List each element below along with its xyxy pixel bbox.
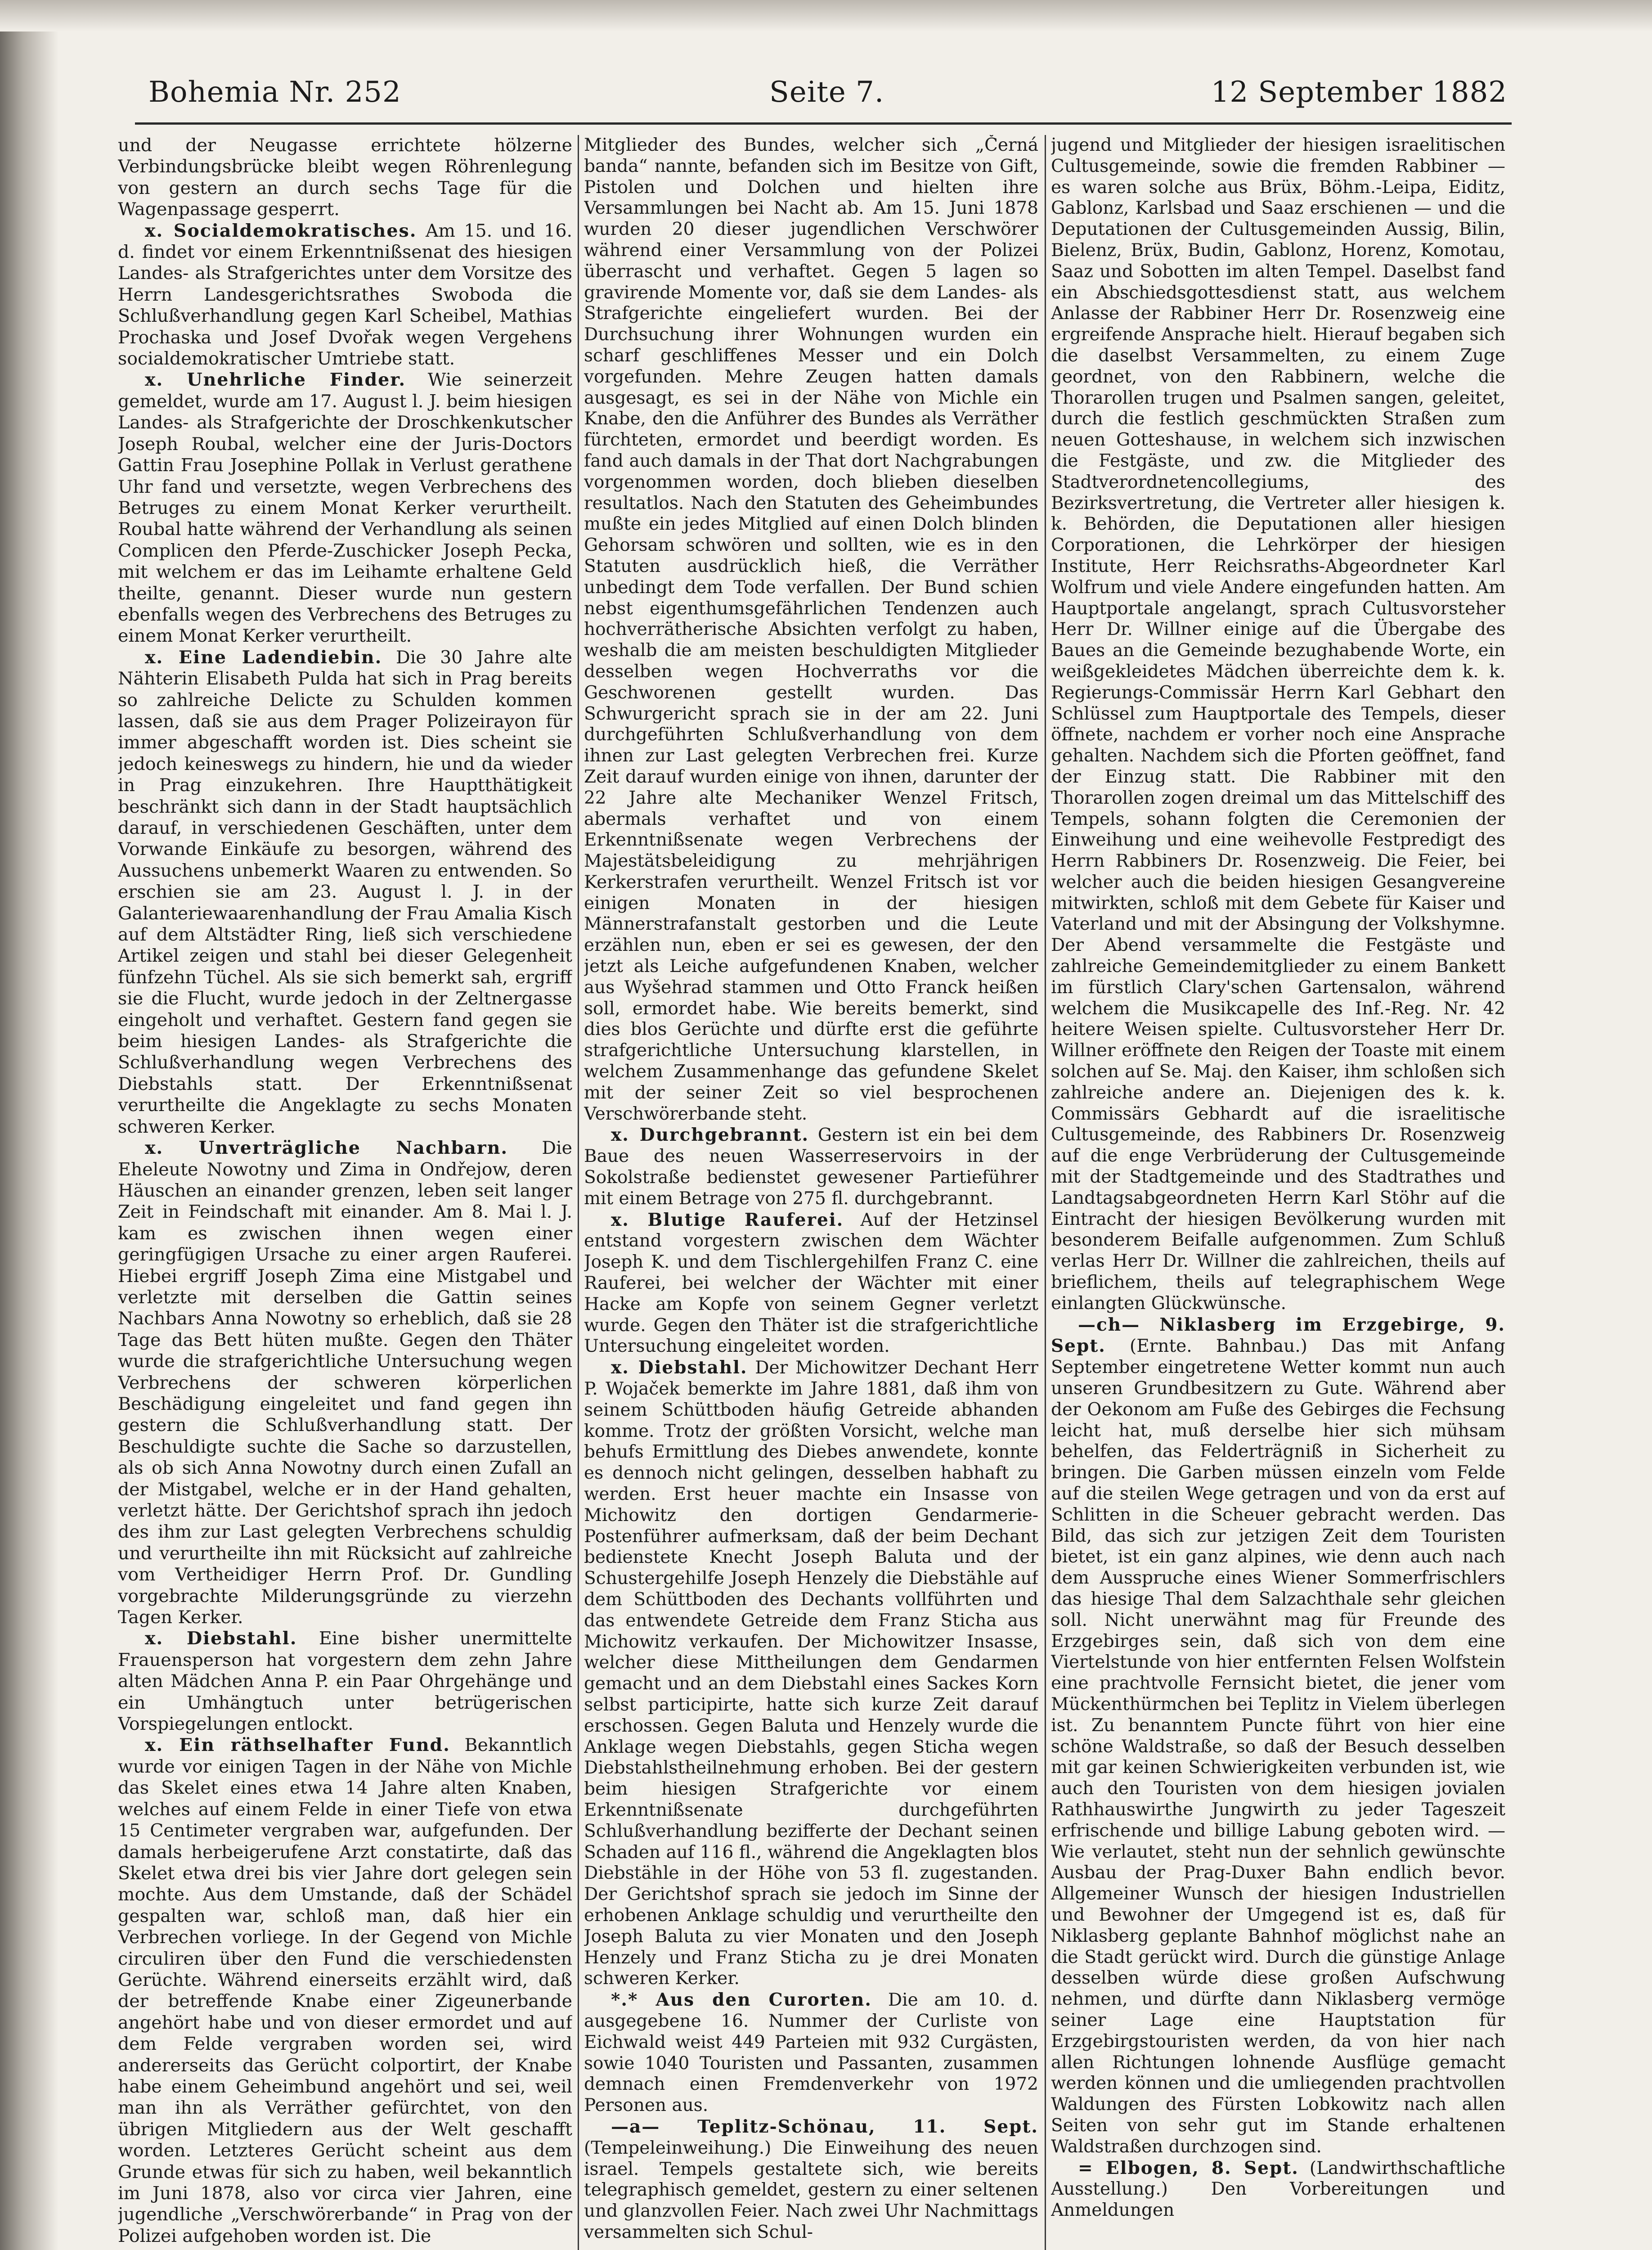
article-paragraph — [584, 1989, 1038, 2116]
article-text: Am 15. und 16. d. findet vor einem Erkenntnißsenat des hiesigen Landes- als Strafgerichtes unter dem Vorsitze des Herrn Landesgerichtsrathes Swoboda die Schlußverhandlung gegen Karl Scheibel, Mathias Prochaska und Josef Dvořak wegen Vergehens socialdemokratischer Umtriebe statt. — [118, 220, 572, 369]
article-text: jugend und Mitglieder der hiesigen israelitischen Cultusgemeinde, sowie die fremden Rabbiner — es waren solche aus Brüx, Böhm.-Leipa, Eiditz, Gablonz, Karlsbad und Saaz erschienen — und die Deputationen der Cultusgemeinden Aussig, Bilin, Bielenz, Brüx, Budin, Gablonz, Horenz, Komotau, Saaz und Sobotten im alten Tempel. Daselbst fand ein Abschiedsgottesdienst statt, aus welchem Anlasse der Rabbiner Herr Dr. Rosenzweig eine ergreifende Ansprache hielt. Hierauf begaben sich die daselbst Versammelten, zu einem Zuge geordnet, von den Rabbinern, welche die Thorarollen trugen und Psalmen sangen, geleitet, durch die festlich geschmückten Straßen zum neuen Gotteshause, in welchem sich inzwischen die Festgäste, und zw. die Mitglieder des Stadtverordnetencollegiums, des Bezirksvertretung, die Vertreter aller hiesigen k. k. Behörden, die Deputationen aller hiesigen Corporationen, die Lehrkörper der hiesigen Institute, Herr Reichsraths-Abgeordneter Karl Wolfrum und viele Andere eingefunden hatten. Am Hauptportale angelangt, sprach Cultusvorsteher Herr Dr. Willner einige auf die Übergabe des Baues an die Gemeinde bezughabende Worte, ein weißgekleidetes Mädchen überreichte dem k. k. Regierungs-Commissär Herrn Karl Gebhart den Schlüssel zum Hauptportale des Tempels, dieser öffnete, nachdem er vorher noch eine Ansprache gehalten. Nachdem sich die Pforten geöffnet, fand der Einzug statt. Die Rabbiner mit den Thorarollen zogen dreimal um das Mittelschiff des Tempels, sohann folgten die Ceremonien der Einweihung und eine weihevolle Festpredigt des Herrn Rabbiners Dr. Rosenzweig. Die Feier, bei welcher auch die beiden hiesigen Gesangvereine mitwirkten, schloß mit dem Gebete für Kaiser und Vaterland und mit der Absingung der Volkshymne. Der Abend versammelte die Festgäste und zahlreiche Gemeindemitglieder zu einem Bankett im fürstlich Clary'schen Gartensalon, während welchem die Musikcapelle des Inf.-Reg. Nr. 42 heitere Weisen spielte. Cultusvorsteher Herr Dr. Willner eröffnete den Reigen der Toaste mit einem solchen auf Se. Maj. den Kaiser, ihm schloßen sich zahlreiche andere an. Diejenigen des k. k. Commissärs Gebhardt auf die israelitische Cultusgemeinde, des Rabbiners Dr. Rosenzweig auf die enge Verbrüderung der Cultusgemeinde mit der Stadtgemeinde und des Stadtrathes und Landtagsabgeordneten Herrn Karl Stöhr auf die Eintracht der hiesigen Bevölkerung wurden mit besonderem Beifalle aufgenommen. Zum Schluß verlas Herr Dr. Willner die zahlreichen, theils auf brieflichem, theils auf telegraphischem Wege einlangten Glückwünsche. — [1051, 135, 1505, 1314]
article-text: und der Neugasse errichtete hölzerne Verbindungsbrücke bleibt wegen Röhrenlegung von gestern an durch sechs Tage für die Wagenpassage gesperrt. — [118, 135, 572, 220]
article-paragraph — [584, 135, 1038, 1125]
article-paragraph — [1051, 2158, 1505, 2221]
column-1 — [118, 135, 572, 2250]
article-heading: —a— Teplitz-Schönau, 11. Sept. — [611, 2116, 1038, 2137]
article-heading: x. Socialdemokratisches. — [145, 220, 417, 241]
scan-top-shadow — [0, 0, 1652, 32]
column-3 — [1051, 135, 1505, 2250]
article-heading: x. Ein räthselhafter Fund. — [145, 1735, 450, 1756]
article-text: Gestern ist ein bei dem Baue des neuen Wasserreservoirs in der Sokolstraße bedienstet gewesener Partieführer mit einem Betrage von 275 fl. durchgebrannt. — [584, 1125, 1038, 1209]
article-text: (Tempeleinweihung.) Die Einweihung des neuen israel. Tempels gestaltete sich, wie bereits telegraphisch gemeldet, gestern zu einer seltenen und glanzvollen Feier. Nach zwei Uhr Nachmittags versammelten sich Schul- — [584, 2138, 1038, 2242]
article-text: (Landwirthschaftliche Ausstellung.) Den Vorbereitungen und Anmeldungen — [1051, 2158, 1505, 2221]
article-paragraph — [118, 647, 572, 1138]
article-text: Auf der Hetzinsel entstand vorgestern zwischen dem Wächter Joseph K. und dem Tischlergehilfen Franz C. eine Rauferei, bei welcher der Wächter mit einer Hacke am Kopfe von seinem Gegner verletzt wurde. Gegen den Thäter ist die strafgerichtliche Untersuchung eingeleitet worden. — [584, 1210, 1038, 1357]
publication-issue: Bohemia Nr. 252 — [148, 76, 401, 109]
scan-edge-shadow — [0, 0, 58, 2250]
article-paragraph — [584, 1357, 1038, 1989]
article-text: (Ernte. Bahnbau.) Das mit Anfang September eingetretene Wetter kommt nun auch unseren Grundbesitzern zu Gute. Während aber der Oekonom am Fuße des Gebirges die Fechsung leicht hat, muß derselbe hier sich mühsam behelfen, das Felderträgniß in Sicherheit zu bringen. Die Garben müssen einzeln vom Felde auf die steilen Wege getragen und von da erst auf Schlitten in die Scheuer gebracht werden. Das Bild, das sich zur jetzigen Zeit dem Touristen bietet, ist ein ganz alpines, wie denn auch nach dem Ausspruche eines Wiener Sommerfrischlers das hiesige Thal dem Salzachthale sehr gleichen soll. Nicht unerwähnt mag für Freunde des Erzgebirges sein, daß sich von dem eine Viertelstunde von hier entfernten Felsen Wolfstein eine prachtvolle Fernsicht bietet, die jener vom Mückenthürmchen bei Teplitz in Vielem überlegen ist. Zu benanntem Puncte führt von hier eine schöne Waldstraße, so daß der Besuch desselben mit gar keinen Schwierigkeiten verbunden ist, wie auch den Touristen von dem hiesigen jovialen Rathhauswirthe Jungwirth zu jeder Tageszeit erfrischende und billige Labung geboten wird. — Wie verlautet, steht nun der sehnlich gewünschte Ausbau der Prag-Duxer Bahn endlich bevor. Allgemeiner Wunsch der hiesigen Industriellen und Bewohner der Umgegend ist es, daß für Niklasberg geplante Bahnhof möglichst nahe an die Stadt gerückt wird. Durch die günstige Anlage desselben würde diese großen Aufschwung nehmen, und dürfte dann Niklasberg vermöge seiner Lage eine Hauptstation für Erzgebirgstouristen werden, da von hier nach allen Richtungen lohnende Ausflüge gemacht werden können und die umliegenden prachtvollen Waldungen des Fürsten Lobkowitz nach allen Seiten von sehr gut im Stande erhaltenen Waldstraßen durchzogen sind. — [1051, 1336, 1505, 2157]
article-text: Wie seinerzeit gemeldet, wurde am 17. August l. J. beim hiesigen Landes- als Strafgerichte der Droschkenkutscher Joseph Roubal, welcher eine der Juris-Doctors Gattin Frau Josephine Pollak in Verlust gerathene Uhr fand und versetzte, wegen Verbrechens des Betruges zu einem Monat Kerker verurtheilt. Roubal hatte während der Verhandlung als seinen Complicen den Pferde-Zuschicker Joseph Pecka, mit welchem er das im Leihamte erhaltene Geld theilte, genannt. Dieser wurde nun gestern ebenfalls wegen des Verbrechens des Betruges zu einem Monat Kerker verurtheilt. — [118, 369, 572, 647]
article-heading: x. Diebstahl. — [611, 1357, 748, 1378]
article-heading: x. Eine Ladendiebin. — [145, 647, 382, 668]
article-heading: *.* Aus den Curorten. — [611, 1989, 872, 2011]
article-heading: x. Blutige Rauferei. — [611, 1209, 844, 1230]
article-paragraph — [584, 2116, 1038, 2243]
article-heading: x. Diebstahl. — [145, 1628, 297, 1649]
article-text: Die 30 Jahre alte Nähterin Elisabeth Pulda hat sich in Prag bereits so zahlreiche Delicte zu Schulden kommen lassen, daß sie aus dem Prager Polizeirayon für immer abgeschafft worden ist. Dies scheint sie jedoch keineswegs zu hindern, hie und da wieder in Prag einzukehren. Ihre Hauptthätigkeit beschränkt sich dann in der Stadt hauptsächlich darauf, in verschiedenen Geschäften, unter dem Vorwande Einkäufe zu besorgen, während des Aussuchens unbemerkt Waaren zu entwenden. So erschien sie am 23. August l. J. in der Galanteriewaarenhandlung der Frau Amalia Kisch auf dem Altstädter Ring, ließ sich verschiedene Artikel zeigen und stahl bei dieser Gelegenheit fünfzehn Tüchel. Als sie sich bemerkt sah, ergriff sie die Flucht, wurde jedoch in der Zeltnergasse eingeholt und verhaftet. Gestern fand gegen sie beim hiesigen Landes- als Strafgerichte die Schlußverhandlung wegen Verbrechens des Diebstahls statt. Der Erkenntnißsenat verurtheilte die Angeklagte zu sechs Monaten schweren Kerker. — [118, 647, 572, 1137]
article-paragraph — [584, 1210, 1038, 1358]
article-paragraph — [118, 135, 572, 220]
article-paragraph — [118, 1628, 572, 1735]
column-2 — [584, 135, 1038, 2250]
article-paragraph — [118, 1735, 572, 2247]
article-paragraph — [584, 1125, 1038, 1209]
article-text: Die Eheleute Nowotny und Zima in Ondřejow, deren Häuschen an einander grenzen, leben seit langer Zeit in Feindschaft mit einander. Am 8. Mai l. J. kam es zwischen ihnen wegen einer geringfügigen Ursache zu einer argen Rauferei. Hiebei ergriff Joseph Zima eine Mistgabel und verletzte mit derselben die Gattin seines Nachbars Anna Nowotny so erheblich, daß sie 28 Tage das Bett hüten mußte. Gegen den Thäter wurde die strafgerichtliche Untersuchung wegen Verbrechens der schweren körperlichen Beschädigung eingeleitet und fand gegen ihn gestern die Schlußverhandlung statt. Der Beschuldigte suchte die Sache so darzustellen, als ob sich Anna Nowotny durch einen Zufall an der Mistgabel, welche er in der Hand gehalten, verletzt hätte. Der Gerichtshof sprach ihn jedoch des ihm zur Last gelegten Verbrechens schuldig und verurtheilte ihn mit Rücksicht auf zahlreiche vom Vertheidiger Herrn Prof. Dr. Gundling vorgebrachte Milderungsgründe zu vierzehn Tagen Kerker. — [118, 1138, 572, 1628]
article-heading: —ch— Niklasberg im Erzgebirge, 9. Sept. — [1051, 1314, 1505, 1357]
header-rule — [135, 122, 1512, 125]
article-paragraph — [1051, 1314, 1505, 2158]
issue-date: 12 September 1882 — [1211, 76, 1507, 109]
article-text: Eine bisher unermittelte Frauensperson hat vorgestern dem zehn Jahre alten Mädchen Anna P. ein Paar Ohrgehänge und ein Umhängtuch unter betrügerischen Vorspiegelungen entlockt. — [118, 1628, 572, 1735]
article-heading: x. Unverträgliche Nachbarn. — [145, 1138, 508, 1159]
article-heading: x. Durchgebrannt. — [611, 1125, 809, 1146]
article-text: Bekanntlich wurde vor einigen Tagen in der Nähe von Michle das Skelet eines etwa 14 Jahre alten Knaben, welches auf einem Felde in einer Tiefe von etwa 15 Centimeter vergraben war, aufgefunden. Der damals herbeigerufene Arzt constatirte, daß das Skelet etwa drei bis vier Jahre dort gelegen sein mochte. Aus dem Umstande, daß der Schädel gespalten war, schloß man, daß hier ein Verbrechen vorliege. In der Gegend von Michle circuliren über den Fund die verschiedensten Gerüchte. Während einerseits erzählt wird, daß der betreffende Knabe einer Zigeunerbande angehört habe und von dieser ermordet und auf dem Felde vergraben worden sei, wird andererseits das Gerücht colportirt, der Knabe habe einem Geheimbund angehört und sei, weil man ihn als Verräther gefürchtet, von den übrigen Mitgliedern aus der Welt geschafft worden. Letzteres Gerücht scheint aus dem Grunde etwas für sich zu haben, weil bekanntlich im Juni 1878, also vor circa vier Jahren, eine jugendliche „Verschwörerbande“ in Prag von der Polizei aufgehoben worden ist. Die — [118, 1735, 572, 2246]
article-heading: x. Unehrliche Finder. — [145, 369, 406, 391]
article-text: Mitglieder des Bundes, welcher sich „Černá banda“ nannte, befanden sich im Besitze von Gift, Pistolen und Dolchen und hielten ihre Versammlungen bei Nacht ab. Am 15. Juni 1878 wurden 20 dieser jugendlichen Verschwörer während einer Versammlung von der Polizei überrascht und verhaftet. Gegen 5 lagen so gravirende Momente vor, daß sie dem Landes- als Strafgerichte eingeliefert wurden. Bei der Durchsuchung ihrer Wohnungen wurden ein scharf geschliffenes Messer und ein Dolch vorgefunden. Mehre Zeugen hatten damals ausgesagt, es sei in der Nähe von Michle ein Knabe, den die Anführer des Bundes als Verräther fürchteten, ermordet und beerdigt worden. Es fand auch damals in der That dort Nachgrabungen vorgenommen worden, doch blieben dieselben resultatlos. Nach den Statuten des Geheimbundes mußte ein jedes Mitglied auf einen Dolch blinden Gehorsam schwören und sollten, wie es in den Statuten ausdrücklich hieß, die Verräther unbedingt dem Tode verfallen. Der Bund schien nebst eigenthumsgefährlichen Tendenzen auch hochverrätherische Absichten verfolgt zu haben, weshalb die am meisten beschuldigten Mitglieder desselben wegen Hochverraths vor die Geschworenen gestellt wurden. Das Schwurgericht sprach sie in der am 22. Juni durchgeführten Schlußverhandlung von dem ihnen zur Last gelegten Verbrechen frei. Kurze Zeit darauf wurden einige von ihnen, darunter der 22 Jahre alte Mechaniker Wenzel Fritsch, abermals verhaftet und von einem Erkenntnißsenate wegen Verbrechens der Majestätsbeleidigung zu mehrjährigen Kerkerstrafen verurtheilt. Wenzel Fritsch ist vor einigen Monaten in der hiesigen Männerstrafanstalt gestorben und die Leute erzählen nun, eben er sei es gewesen, der den jetzt als Leiche aufgefundenen Knaben, welcher aus Wyšehrad stammen und Otto Franck heißen soll, ermordet habe. Wie bereits bemerkt, sind dies blos Gerüchte und dürfte erst die geführte strafgerichtliche Untersuchung klarstellen, in welchem Zusammenhange das gefundene Skelet mit der seiner Zeit so viel besprochenen Verschwörerbande steht. — [584, 135, 1038, 1124]
page-number: Seite 7. — [769, 76, 884, 109]
article-text: Der Michowitzer Dechant Herr P. Wojaček bemerkte im Jahre 1881, daß ihm von seinem Schüttboden häufig Getreide abhanden komme. Trotz der größten Vorsicht, welche man behufs Ermittlung des Diebes anwendete, konnte es dennoch nicht gelingen, desselben habhaft zu werden. Erst heuer machte ein Insasse von Michowitz den dortigen Gendarmerie-Postenführer aufmerksam, daß der beim Dechant bedienstete Knecht Joseph Baluta und der Schustergehilfe Joseph Henzely die Diebstähle auf dem Schüttboden des Dechants vollführten und das entwendete Getreide dem Franz Sticha aus Michowitz verkaufen. Der Michowitzer Insasse, welcher diese Mittheilungen dem Gendarmen gemacht und an dem Diebstahl eines Sackes Korn selbst participirte, hatte sich kurze Zeit darauf erschossen. Gegen Baluta und Henzely wurde die Anklage wegen Diebstahls, gegen Sticha wegen Diebstahlstheilnehmung erhoben. Bei der gestern beim hiesigen Strafgerichte vor einem Erkenntnißsenate durchgeführten Schlußverhandlung bezifferte der Dechant seinen Schaden auf 116 fl., während die Angeklagten blos Diebstähle in der Höhe von 53 fl. zugestanden. Der Gerichtshof sprach sie jedoch im Sinne der erhobenen Anklage schuldig und verurtheilte den Joseph Baluta zu vier Monaten und den Joseph Henzely und Franz Sticha zu je drei Monaten schweren Kerker. — [584, 1358, 1038, 1989]
article-heading: = Elbogen, 8. Sept. — [1078, 2157, 1299, 2178]
article-paragraph — [118, 369, 572, 647]
article-paragraph — [1051, 135, 1505, 1314]
page-header — [148, 68, 1507, 117]
article-text: Die am 10. d. ausgegebene 16. Nummer der Curliste von Eichwald weist 449 Parteien mit 932 Curgästen, sowie 1040 Touristen und Passanten, zusammen demnach einen Fremdenverkehr von 1972 Personen aus. — [584, 1990, 1038, 2116]
column-separator — [578, 135, 579, 2250]
article-paragraph — [118, 220, 572, 370]
column-separator — [1045, 135, 1046, 2250]
article-paragraph — [118, 1138, 572, 1628]
